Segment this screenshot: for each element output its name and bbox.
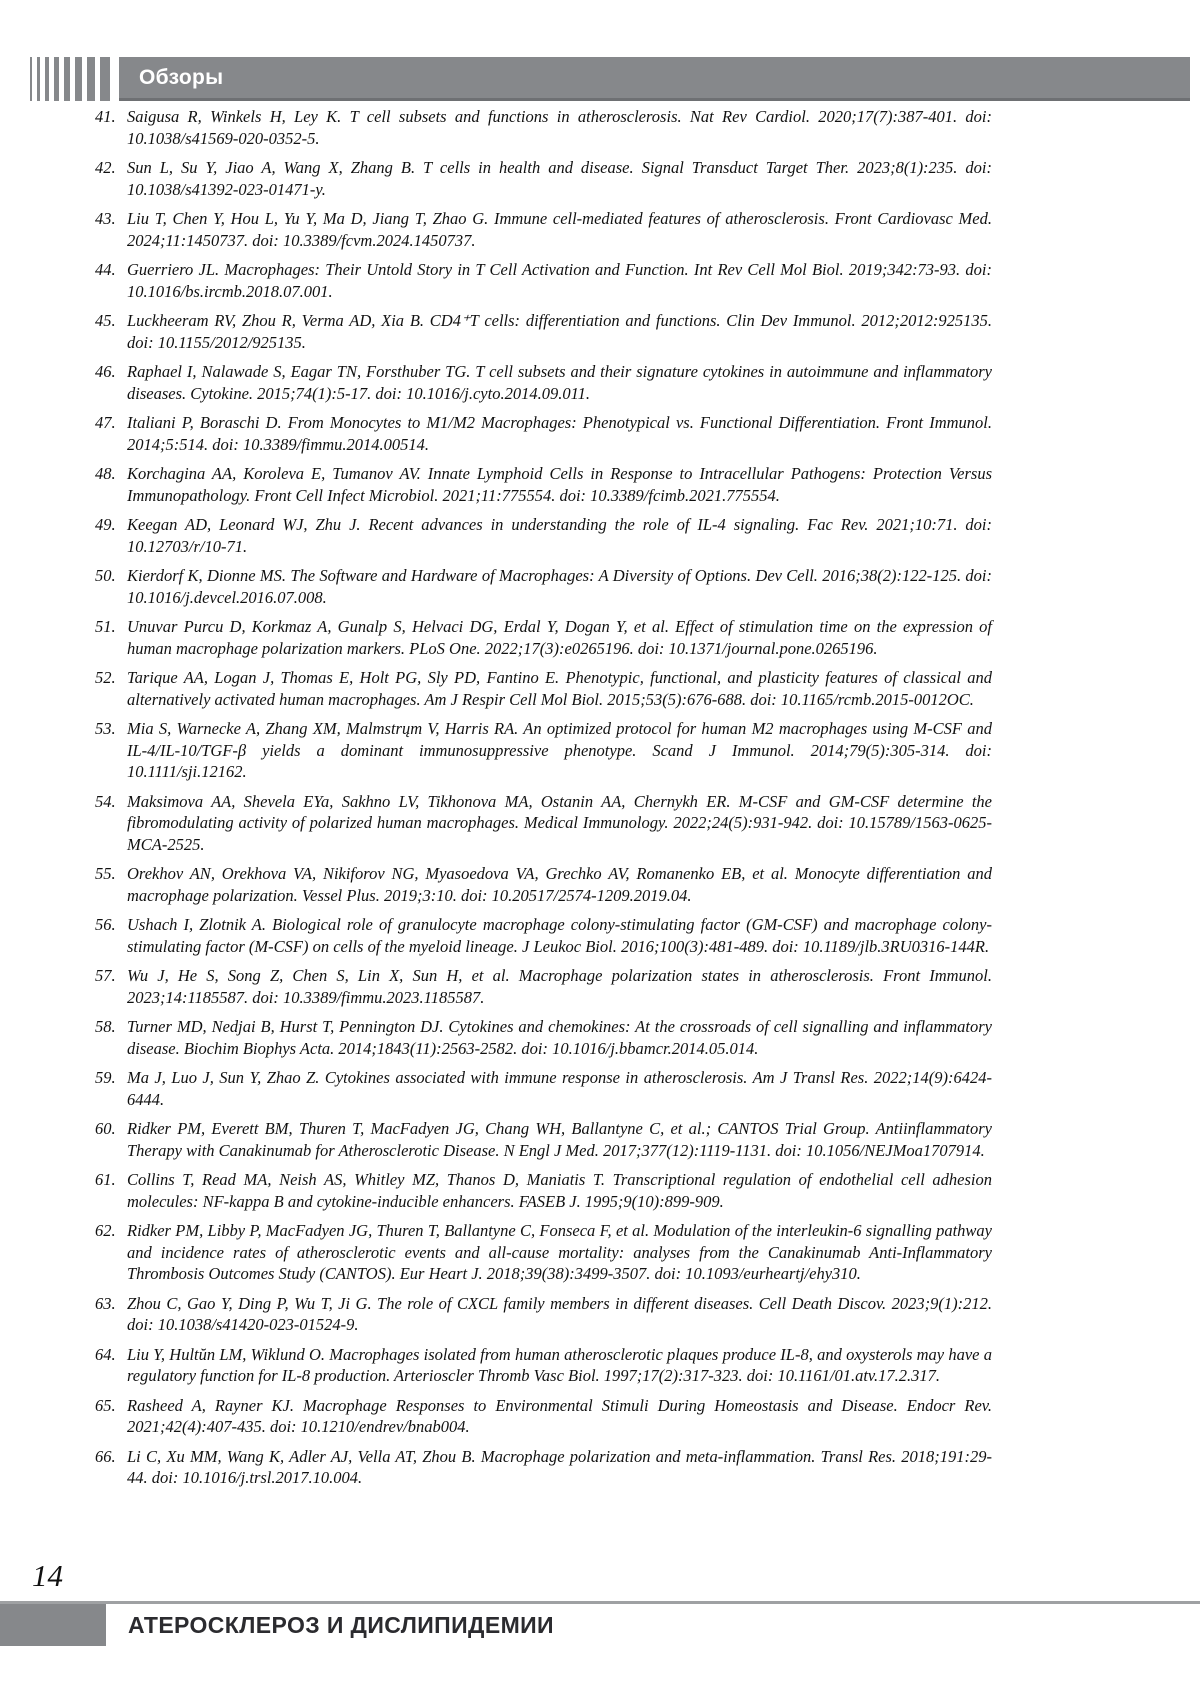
reference-item	[95, 1220, 992, 1285]
reference-number: 56.	[95, 915, 116, 934]
reference-number: 45.	[95, 311, 116, 330]
reference-item	[95, 718, 992, 783]
reference-item	[95, 1169, 992, 1212]
reference-item	[95, 667, 992, 710]
reference-item	[95, 1344, 992, 1387]
reference-item	[95, 965, 992, 1008]
reference-text: Kierdorf K, Dionne MS. The Software and Hardware of Macrophages: A Diversity of Options. Dev Cell. 2016;38(2):122-125. doi: 10.1016/j.devcel.2016.07.008.	[127, 566, 992, 607]
journal-title: АТЕРОСКЛЕРОЗ И ДИСЛИПИДЕМИИ	[128, 1611, 554, 1638]
reference-text: Sun L, Su Y, Jiao A, Wang X, Zhang B. T cells in health and disease. Signal Transduct Target Ther. 2023;8(1):235. doi: 10.1038/s41392-023-01471-y.	[127, 158, 992, 199]
reference-item	[95, 1016, 992, 1059]
reference-number: 64.	[95, 1344, 116, 1364]
reference-item	[95, 412, 992, 455]
reference-item	[95, 157, 992, 200]
reference-text: Liu T, Chen Y, Hou L, Yu Y, Ma D, Jiang T, Zhao G. Immune cell-mediated features of atherosclerosis. Front Cardiovasc Med. 2024;11:1450737. doi: 10.3389/fcvm.2024.1450737.	[127, 209, 992, 250]
reference-item	[95, 1446, 992, 1489]
reference-number: 48.	[95, 464, 116, 483]
reference-item	[95, 106, 992, 149]
reference-item	[95, 565, 992, 608]
reference-item	[95, 616, 992, 659]
reference-number: 63.	[95, 1293, 116, 1313]
reference-text: Liu Y, Hultŭn LM, Wiklund O. Macrophages isolated from human atherosclerotic plaques produce IL-8, and oxysterols may have a regulatory function for IL-8 production. Arterioscler Thromb Vasc Biol. 1997;17(2):317-323. doi: 10.1161/01.atv.17.2.317.	[127, 1344, 992, 1385]
reference-number: 53.	[95, 719, 116, 738]
reference-text: Maksimova AA, Shevela EYa, Sakhno LV, Tikhonova MA, Ostanin AA, Chernykh ER. M-CSF and GM-CSF determine the fibromodulating activity of polarized human macrophages. Medical Immunology. 2022;24(5):931-942. doi: 10.15789/1563-0625-MCA-2525.	[127, 791, 992, 854]
reference-item	[95, 863, 992, 906]
reference-number: 58.	[95, 1017, 116, 1036]
reference-text: Tarique AA, Logan J, Thomas E, Holt PG, Sly PD, Fantino E. Phenotypic, functional, and plasticity features of classical and alternatively activated human macrophages. Am J Respir Cell Mol Biol. 2015;53(5):676-688. doi: 10.1165/rcmb.2015-0012OC.	[127, 668, 992, 709]
reference-text: Saigusa R, Winkels H, Ley K. T cell subsets and functions in atherosclerosis. Nat Rev Cardiol. 2020;17(7):387-401. doi: 10.1038/s41569-020-0352-5.	[127, 107, 992, 148]
reference-text: Zhou C, Gao Y, Ding P, Wu T, Ji G. The role of CXCL family members in different diseases. Cell Death Discov. 2023;9(1):212. doi: 10.1038/s41420-023-01524-9.	[127, 1293, 992, 1334]
reference-text: Ushach I, Zlotnik A. Biological role of granulocyte macrophage colony-stimulating factor (GM-CSF) and macrophage colony-stimulating factor (M-CSF) on cells of the myeloid lineage. J Leukoc Biol. 2016;100(3):481-489. doi: 10.1189/jlb.3RU0316-144R.	[127, 915, 992, 956]
reference-item	[95, 514, 992, 557]
reference-number: 65.	[95, 1395, 116, 1415]
reference-number: 50.	[95, 566, 116, 585]
section-title: Обзоры	[139, 65, 224, 89]
reference-item	[95, 791, 992, 856]
reference-item	[95, 310, 992, 353]
reference-item	[95, 1293, 992, 1336]
reference-text: Ma J, Luo J, Sun Y, Zhao Z. Cytokines associated with immune response in atherosclerosis. Am J Transl Res. 2022;14(9):6424-6444.	[127, 1068, 992, 1109]
reference-text: Ridker PM, Everett BM, Thuren T, MacFadyen JG, Chang WH, Ballantyne C, et al.; CANTOS Trial Group. Antiinflammatory Therapy with Canakinumab for Atherosclerotic Disease. N Engl J Med. 2017;377(12):1119-1131. doi: 10.1056/NEJMoa1707914.	[127, 1119, 992, 1160]
reference-item	[95, 1067, 992, 1110]
reference-number: 47.	[95, 413, 116, 432]
reference-text: Orekhov AN, Orekhova VA, Nikiforov NG, Myasoedova VA, Grechko AV, Romanenko EB, et al. Monocyte differentiation and macrophage polarization. Vessel Plus. 2019;3:10. doi: 10.20517/2574-1209.2019.04.	[127, 864, 992, 905]
reference-number: 66.	[95, 1446, 116, 1466]
reference-item	[95, 208, 992, 251]
reference-number: 57.	[95, 966, 116, 985]
reference-text: Korchagina AA, Koroleva E, Tumanov AV. Innate Lymphoid Cells in Response to Intracellular Pathogens: Protection Versus Immunopathology. Front Cell Infect Microbiol. 2021;11:775554. doi: 10.3389/fcimb.2021.775554.	[127, 464, 992, 505]
header-stripes-decoration	[30, 57, 110, 101]
reference-item	[95, 914, 992, 957]
reference-number: 49.	[95, 515, 116, 534]
reference-text: Li C, Xu MM, Wang K, Adler AJ, Vella AT, Zhou B. Macrophage polarization and meta-inflammation. Transl Res. 2018;191:29-44. doi: 10.1016/j.trsl.2017.10.004.	[127, 1446, 992, 1487]
reference-number: 54.	[95, 791, 116, 811]
reference-list	[95, 106, 992, 1497]
reference-number: 43.	[95, 209, 116, 228]
reference-text: Wu J, He S, Song Z, Chen S, Lin X, Sun H, et al. Macrophage polarization states in atherosclerosis. Front Immunol. 2023;14:1185587. doi: 10.3389/fimmu.2023.1185587.	[127, 966, 992, 1007]
reference-number: 52.	[95, 668, 116, 687]
page-number: 14	[32, 1558, 63, 1593]
footer-gray-block-decoration	[0, 1604, 106, 1646]
reference-number: 41.	[95, 107, 116, 126]
reference-text: Italiani P, Boraschi D. From Monocytes to M1/M2 Macrophages: Phenotypical vs. Functional Differentiation. Front Immunol. 2014;5:514. doi: 10.3389/fimmu.2014.00514.	[127, 413, 992, 454]
reference-item	[95, 361, 992, 404]
reference-number: 61.	[95, 1170, 116, 1189]
reference-number: 60.	[95, 1119, 116, 1138]
reference-number: 55.	[95, 864, 116, 883]
reference-number: 46.	[95, 362, 116, 381]
section-header-bar	[119, 57, 1190, 101]
reference-number: 42.	[95, 158, 116, 177]
reference-text: Mia S, Warnecke A, Zhang XM, Malmstrųm V, Harris RA. An optimized protocol for human M2 macrophages using M-CSF and IL-4/IL-10/TGF-β yields a dominant immunosuppressive phenotype. Scand J Immunol. 2014;79(5):305-314. doi: 10.1111/sji.12162.	[127, 719, 992, 781]
reference-number: 51.	[95, 617, 116, 636]
reference-text: Ridker PM, Libby P, MacFadyen JG, Thuren T, Ballantyne C, Fonseca F, et al. Modulation of the interleukin-6 signalling pathway and incidence rates of atherosclerotic events and all-cause mortality: analyses from the Canakinumab Anti-Inflammatory Thrombosis Outcomes Study (CANTOS). Eur Heart J. 2018;39(38):3499-3507. doi: 10.1093/eurheartj/ehy310.	[127, 1221, 992, 1283]
reference-item	[95, 1118, 992, 1161]
reference-text: Raphael I, Nalawade S, Eagar TN, Forsthuber TG. T cell subsets and their signature cytokines in autoimmune and inflammatory diseases. Cytokine. 2015;74(1):5-17. doi: 10.1016/j.cyto.2014.09.011.	[127, 362, 992, 403]
reference-item	[95, 463, 992, 506]
reference-number: 62.	[95, 1221, 116, 1240]
reference-text: Guerriero JL. Macrophages: Their Untold Story in T Cell Activation and Function. Int Rev Cell Mol Biol. 2019;342:73-93. doi: 10.1016/bs.ircmb.2018.07.001.	[127, 260, 992, 301]
reference-number: 59.	[95, 1068, 116, 1087]
reference-text: Keegan AD, Leonard WJ, Zhu J. Recent advances in understanding the role of IL-4 signaling. Fac Rev. 2021;10:71. doi: 10.12703/r/10-71.	[127, 515, 992, 556]
reference-text: Turner MD, Nedjai B, Hurst T, Pennington DJ. Cytokines and chemokines: At the crossroads of cell signalling and inflammatory disease. Biochim Biophys Acta. 2014;1843(11):2563-2582. doi: 10.1016/j.bbamcr.2014.05.014.	[127, 1017, 992, 1058]
reference-number: 44.	[95, 260, 116, 279]
reference-text: Rasheed A, Rayner KJ. Macrophage Responses to Environmental Stimuli During Homeostasis and Disease. Endocr Rev. 2021;42(4):407-435. doi: 10.1210/endrev/bnab004.	[127, 1395, 992, 1436]
reference-text: Unuvar Purcu D, Korkmaz A, Gunalp S, Helvaci DG, Erdal Y, Dogan Y, et al. Effect of stimulation time on the expression of human macrophage polarization markers. PLoS One. 2022;17(3):e0265196. doi: 10.1371/journal.pone.0265196.	[127, 617, 992, 658]
reference-text: Luckheeram RV, Zhou R, Verma AD, Xia B. CD4⁺T cells: differentiation and functions. Clin Dev Immunol. 2012;2012:925135. doi: 10.1155/2012/925135.	[127, 311, 992, 352]
reviews-header	[0, 57, 1200, 101]
reference-item	[95, 1395, 992, 1438]
reference-item	[95, 259, 992, 302]
journal-footer	[0, 1601, 1200, 1646]
reference-text: Collins T, Read MA, Neish AS, Whitley MZ, Thanos D, Maniatis T. Transcriptional regulation of endothelial cell adhesion molecules: NF-kappa B and cytokine-inducible enhancers. FASEB J. 1995;9(10):899-909.	[127, 1170, 992, 1211]
